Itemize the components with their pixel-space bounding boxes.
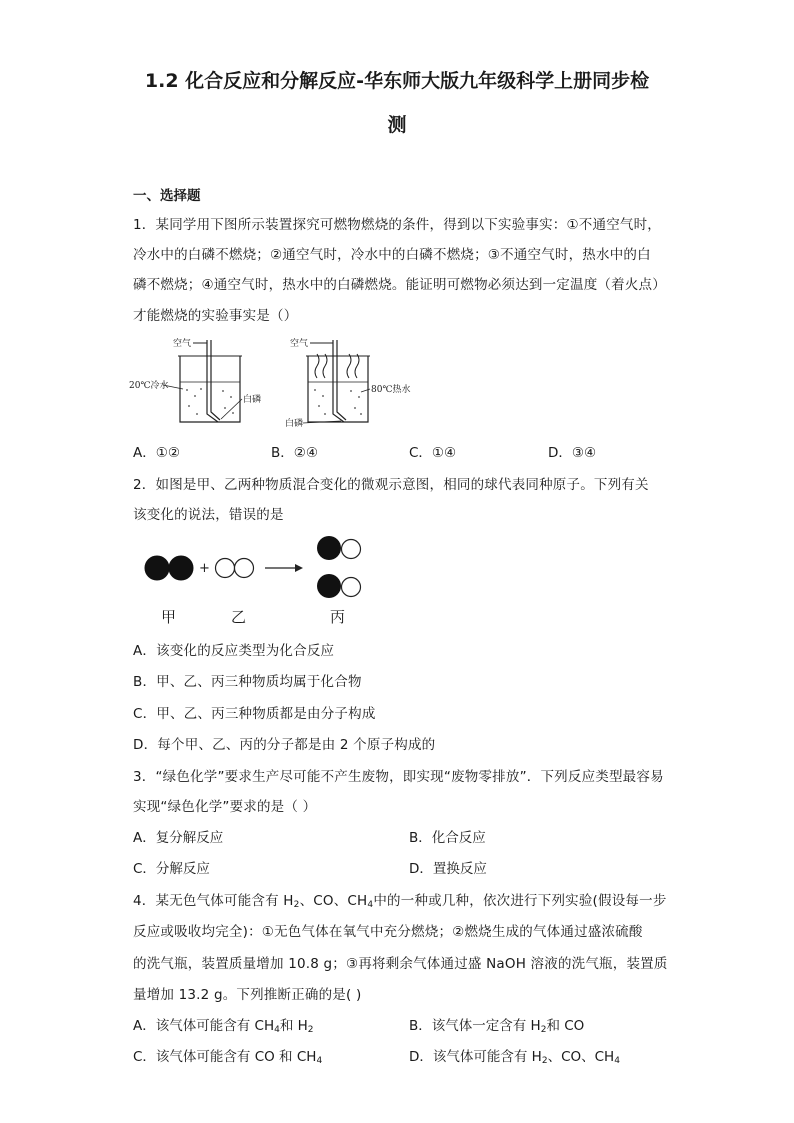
q2-white-atom <box>342 578 361 597</box>
q3-line-1: 3．“绿色化学”要求生产尽可能不产生废物，即实现“废物零排放”．下列反应类型最容易 <box>133 769 664 785</box>
q2-option-b: B．甲、乙、丙三种物质均属于化合物 <box>133 674 362 690</box>
q1-line-2: 冷水中的白磷不燃烧；②通空气时，冷水中的白磷不燃烧；③不通空气时，热水中的白 <box>133 247 651 263</box>
q1-line-4: 才能燃烧的实验事实是（） <box>133 308 298 324</box>
q1-left-water-label: 20℃冷水 <box>129 381 169 391</box>
q2-white-atom <box>342 540 361 559</box>
q4-line-3: 的洗气瓶，装置质量增加 10.8 g；③再将剩余气体通过盛 NaOH 溶液的洗气瓶，装置质 <box>133 956 668 972</box>
q2-black-atom <box>317 536 341 560</box>
q4-line-4: 量增加 13.2 g。下列推断正确的是( ) <box>133 987 362 1003</box>
q3-option-d: D．置换反应 <box>409 861 487 877</box>
q2-white-atom <box>235 559 254 578</box>
q2-black-atom <box>317 574 341 598</box>
q2-option-d: D．每个甲、乙、丙的分子都是由 2 个原子构成的 <box>133 737 436 753</box>
q1-right-water-label: 80℃热水 <box>371 385 411 395</box>
section-heading: 一、选择题 <box>133 188 201 204</box>
q2-label-bing: 丙 <box>330 608 346 626</box>
q1-right-tube <box>333 340 344 422</box>
q4-line-1: 4．某无色气体可能含有 $H_2$、CO、$CH_4$中的一种或几种，依次进行下列实验(假设每一步 <box>133 893 667 910</box>
q2-line-2: 该变化的说法，错误的是 <box>133 507 284 523</box>
q1-right-air-label: 空气 <box>290 339 309 349</box>
q1-left-tube <box>207 340 218 422</box>
q1-option-b: B．②④ <box>271 445 318 461</box>
q3-line-2: 实现“绿色化学”要求的是（ ） <box>133 799 317 815</box>
q2-black-atom <box>145 556 169 580</box>
q1-left-air-label: 空气 <box>173 339 192 349</box>
q2-black-atom <box>169 556 193 580</box>
q1-option-d: D．③④ <box>548 445 597 461</box>
q4-option-a: A．该气体可能含有 $CH_4$和 $H_2$ <box>133 1018 314 1035</box>
q1-right-phosphorus-label: 白磷 <box>285 419 304 429</box>
q2-white-atom <box>216 559 235 578</box>
q2-option-a: A．该变化的反应类型为化合反应 <box>133 643 335 659</box>
q1-left-phosphorus-label: 白磷 <box>243 395 262 405</box>
q2-molecule-figure <box>135 530 375 604</box>
q1-right-water-dots <box>314 389 362 415</box>
q2-label-jia: 甲 <box>161 608 177 626</box>
q3-option-c: C．分解反应 <box>133 861 210 877</box>
q1-left-water-dots <box>186 388 234 415</box>
q3-option-a: A．复分解反应 <box>133 830 224 846</box>
q4-line-2: 反应或吸收均完全)：①无色气体在氧气中充分燃烧；②燃烧生成的气体通过盛浓硫酸 <box>133 924 643 940</box>
page-title-line-2: 测 <box>387 114 407 136</box>
q2-line-1: 2．如图是甲、乙两种物质混合变化的微观示意图，相同的球代表同种原子。下列有关 <box>133 477 649 493</box>
q1-option-a: A．①② <box>133 445 180 461</box>
page-title-line-1: 1.2 化合反应和分解反应-华东师大版九年级科学上册同步检 <box>144 70 650 92</box>
q3-option-b: B．化合反应 <box>409 830 486 846</box>
q2-option-c: C．甲、乙、丙三种物质都是由分子构成 <box>133 706 376 722</box>
q1-left-beaker <box>180 356 240 422</box>
q4-option-c: C．该气体可能含有 CO 和 $CH_4$ <box>133 1049 323 1066</box>
q1-line-1: 1．某同学用下图所示装置探究可燃物燃烧的条件，得到以下实验事实：①不通空气时， <box>133 217 661 233</box>
q1-apparatus-figure <box>125 334 415 434</box>
q4-option-b: B．该气体一定含有 $H_2$和 CO <box>409 1018 585 1035</box>
q4-option-d: D．该气体可能含有 $H_2$、CO、$CH_4$ <box>409 1049 620 1066</box>
q1-line-3: 磷不燃烧；④通空气时，热水中的白磷燃烧。能证明可燃物必须达到一定温度（着火点） <box>133 277 666 293</box>
q1-option-c: C．①④ <box>409 445 457 461</box>
q2-label-yi: 乙 <box>231 608 247 626</box>
q2-plus-sign: + <box>199 561 210 576</box>
